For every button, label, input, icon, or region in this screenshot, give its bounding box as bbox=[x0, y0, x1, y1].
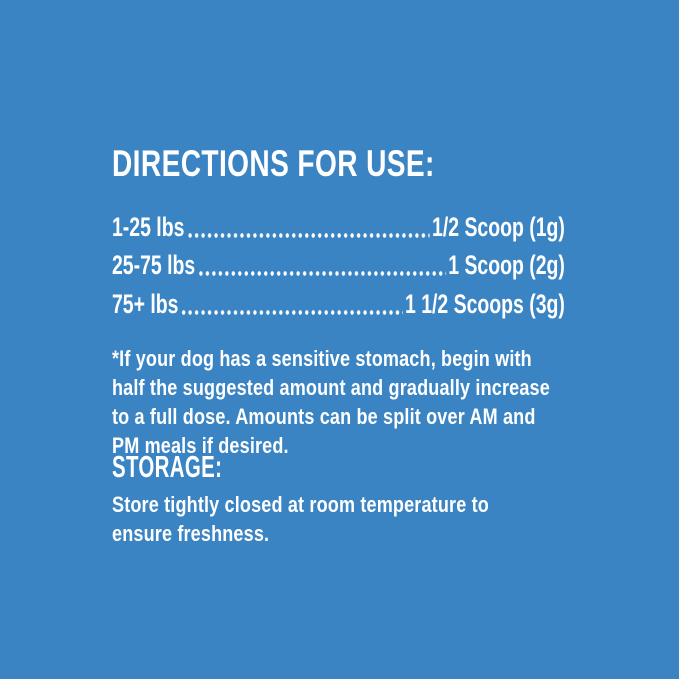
scoop-amount: 1/2 Scoop (1g) bbox=[432, 211, 565, 242]
storage-line: Store tightly closed at room temperature to bbox=[112, 492, 489, 517]
dot-leader bbox=[181, 285, 403, 324]
scoop-amount: 1 1/2 Scoops (3g) bbox=[404, 288, 565, 319]
scoop-amount: 1 Scoop (2g) bbox=[448, 250, 565, 281]
note-line: half the suggested amount and gradually increase bbox=[112, 375, 550, 400]
note-line: PM meals if desired. bbox=[112, 433, 289, 458]
dot-leader bbox=[197, 247, 446, 286]
note-line: to a full dose. Amounts can be split over AM and bbox=[112, 404, 536, 429]
dosage-row bbox=[112, 285, 565, 324]
storage-line: ensure freshness. bbox=[112, 521, 270, 546]
sensitive-stomach-note bbox=[112, 344, 550, 460]
weight-range: 1-25 lbs bbox=[112, 211, 185, 242]
dot-leader bbox=[187, 208, 430, 247]
weight-range: 25-75 lbs bbox=[112, 250, 196, 281]
dosage-table bbox=[112, 208, 565, 324]
directions-heading: DIRECTIONS FOR USE: bbox=[112, 143, 435, 184]
weight-range: 75+ lbs bbox=[112, 288, 179, 319]
dosage-row bbox=[112, 247, 565, 286]
dosage-row bbox=[112, 208, 565, 247]
note-line: *If your dog has a sensitive stomach, begin with bbox=[112, 346, 532, 371]
storage-instructions bbox=[112, 490, 489, 548]
storage-heading: STORAGE: bbox=[112, 449, 223, 484]
